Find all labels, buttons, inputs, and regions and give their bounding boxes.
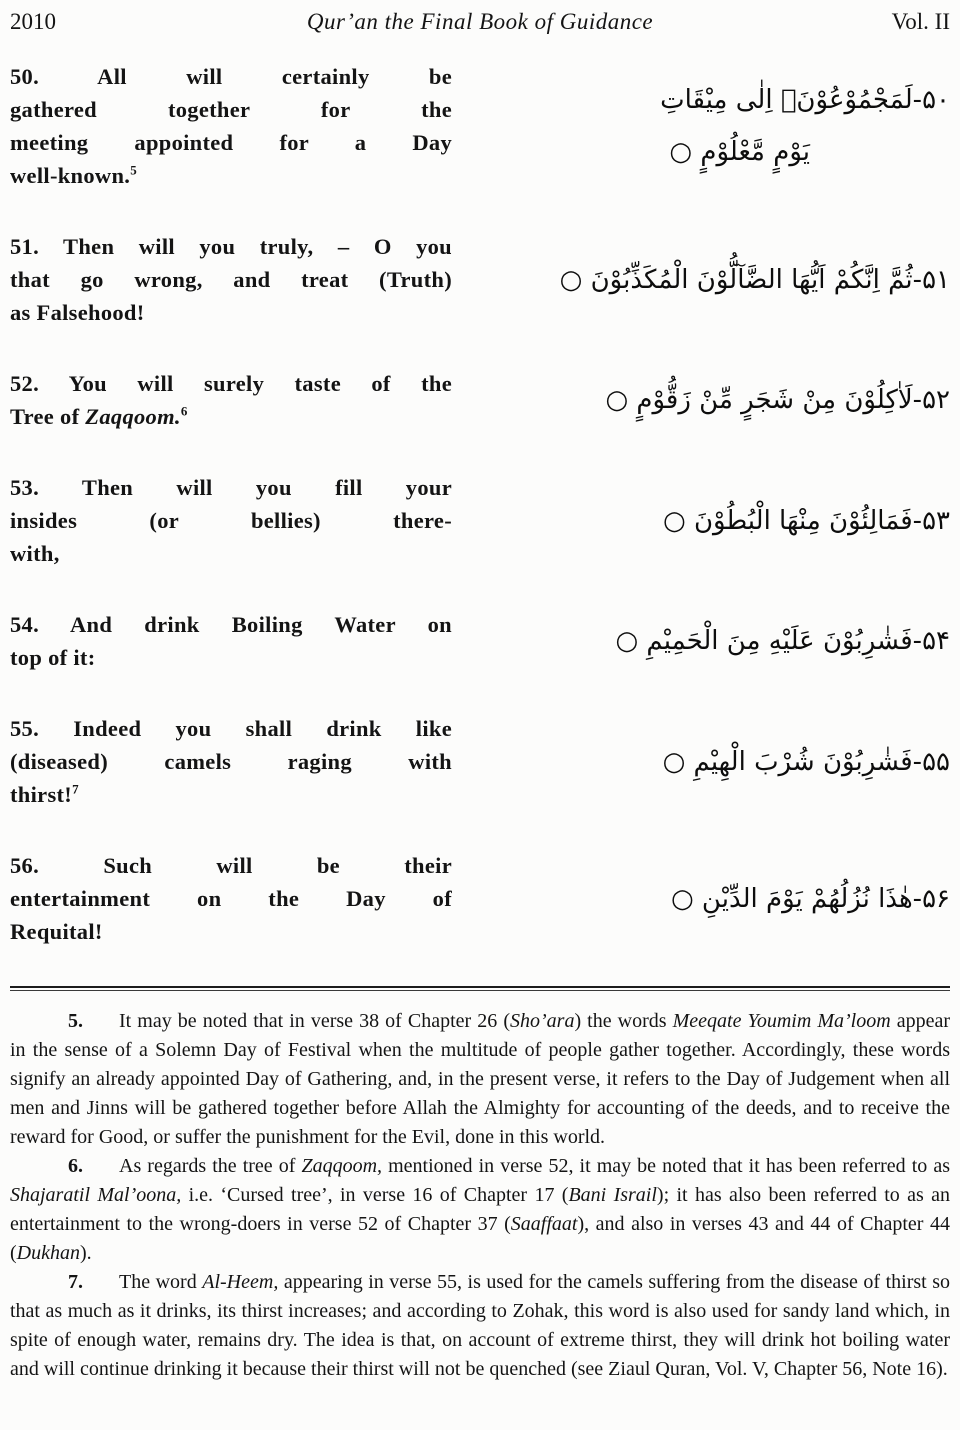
arabic-line: ۵۰-لَمَجْمُوْعُوْنَۙ اِلٰى مِيْقَاتِ [660,85,950,115]
arabic-line: يَوْمٍ مَّعْلُوْمٍ ○ [669,137,810,167]
footnote-6: 6. As regards the tree of Zaqqoom, mentioned in verse 52, it may be noted that it has been referred to as Shajaratil Mal’oona, i.e. ‘Cursed tree’, in verse 16 of Chapter 17 (Bani Israil); it has also been referred to as an entertainment to the wrong-doers in verse 52 of Chapter 37 (Saaffaat), and also in verses 43 and 44 of Chapter 44 (Dukhan). [10,1155,950,1264]
verse-line: 51. Then will you truly, – O you [10,234,452,259]
verse-row-56 [10,849,950,948]
verse-row-50 [10,60,950,192]
verse-line: 55. Indeed you shall drink like [10,716,452,741]
verse-line: 54. And drink Boiling Water on [10,612,452,637]
page-number: 2010 [10,9,56,34]
verse-row-53 [10,471,950,570]
verse-row-55 [10,712,950,811]
verse-row-51 [10,230,950,329]
verse-line: 53. Then will you fill your [10,475,452,500]
verse-line: thirst!$^7$ [10,781,79,807]
volume-label: Vol. II [891,9,950,34]
verse-line: Requital! [10,919,103,944]
arabic-line: ۵۲-لَاٰكِلُوْنَ مِنْ شَجَرٍ مِّنْ زَقُّوْمٍ ○ [605,385,950,415]
verse-55-english-text [10,712,452,811]
verse-50-arabic-text [452,74,950,178]
verse-51-arabic-text [452,254,950,306]
verse-line: Tree of Zaqqoom.$^6$ [10,403,188,429]
verse-56-english-text [10,849,452,948]
verse-50-english-text [10,60,452,192]
verse-55-arabic-text [452,736,950,788]
verse-line: entertainment on the Day of [10,886,452,911]
footnote-divider [10,986,950,991]
footnotes [10,1007,950,1384]
verse-row-52 [10,367,950,433]
verse-line: as Falsehood! [10,300,145,325]
verse-line: top of it: [10,645,96,670]
verse-line: that go wrong, and treat (Truth) [10,267,452,292]
verse-54-english-text [10,608,452,674]
verse-line: 56. Such will be their [10,853,452,878]
arabic-line: ۵۴-فَشٰرِبُوْنَ عَلَيْهِ مِنَ الْحَمِيْمِ ○ [615,626,950,656]
verse-53-arabic-text [452,495,950,547]
verse-line: with, [10,541,60,566]
verse-row-54 [10,608,950,674]
arabic-line: ۵۳-فَمَالِئُوْنَ مِنْهَا الْبُطُوْنَ ○ [663,505,950,536]
arabic-line: ۵۶-هٰذَا نُزُلُهُمْ يَوْمَ الدِّيْنِ ○ [670,883,950,914]
arabic-line: ۵۵-فَشٰرِبُوْنَ شُرْبَ الْهِيْمِ ○ [662,746,950,777]
book-title: Qur’an the Final Book of Guidance [306,9,654,34]
verse-line: insides (or bellies) there- [10,508,452,533]
verse-53-english-text [10,471,452,570]
verse-51-english-text [10,230,452,329]
verse-line: (diseased) camels raging with [10,749,452,774]
page-header [10,8,950,36]
verse-line: 50. All will certainly be [10,64,452,89]
footnote-7: 7. The word Al-Heem, appearing in verse 55, is used for the camels suffering from the disease of thirst so that as much as it drinks, its thirst increases; and according to Zohak, this word is also used for sandy land which, in spite of enough water, remains dry. The idea is that, on account of extreme thirst, they will drink hot boiling water and will continue drinking it because their thirst will not be quenched (see Ziaul Quran, Vol. V, Chapter 56, Note 16). [10,1271,951,1380]
verse-52-english-text [10,367,452,433]
verse-line: 52. You will surely taste of the [10,371,452,396]
verse-52-arabic-text [452,374,950,426]
verse-line: meeting appointed for a Day [10,130,452,155]
verse-54-arabic-text [452,615,950,667]
verse-line: well-known.$^5$ [10,162,138,188]
arabic-line: ۵۱-ثُمَّ اِنَّكُمْ اَيُّهَا الضَّآلُّوْنَ الْمُكَذِّبُوْنَ ○ [559,264,950,295]
footnote-number: 5. [68,1010,83,1032]
verses [10,60,950,948]
footnote-number: 7. [68,1271,83,1293]
verse-56-arabic-text [452,873,950,925]
footnote-number: 6. [68,1155,83,1177]
footnote-5: 5. It may be noted that in verse 38 of Chapter 26 (Sho’ara) the words Meeqate Youmim Ma’loom appear in the sense of a Solemn Day of Festival when the multitude of people gather together. Accordingly, these words signify an already appointed Day of Gathering, and, in the present verse, it refers to the Day of Judgement when all men and Jinns will be gathered together before Allah the Almighty for accounting of the deeds, and to receive the reward for Good, or suffer the punishment for the Evil, done in this world. [10,1010,951,1148]
verse-line: gathered together for the [10,97,452,122]
